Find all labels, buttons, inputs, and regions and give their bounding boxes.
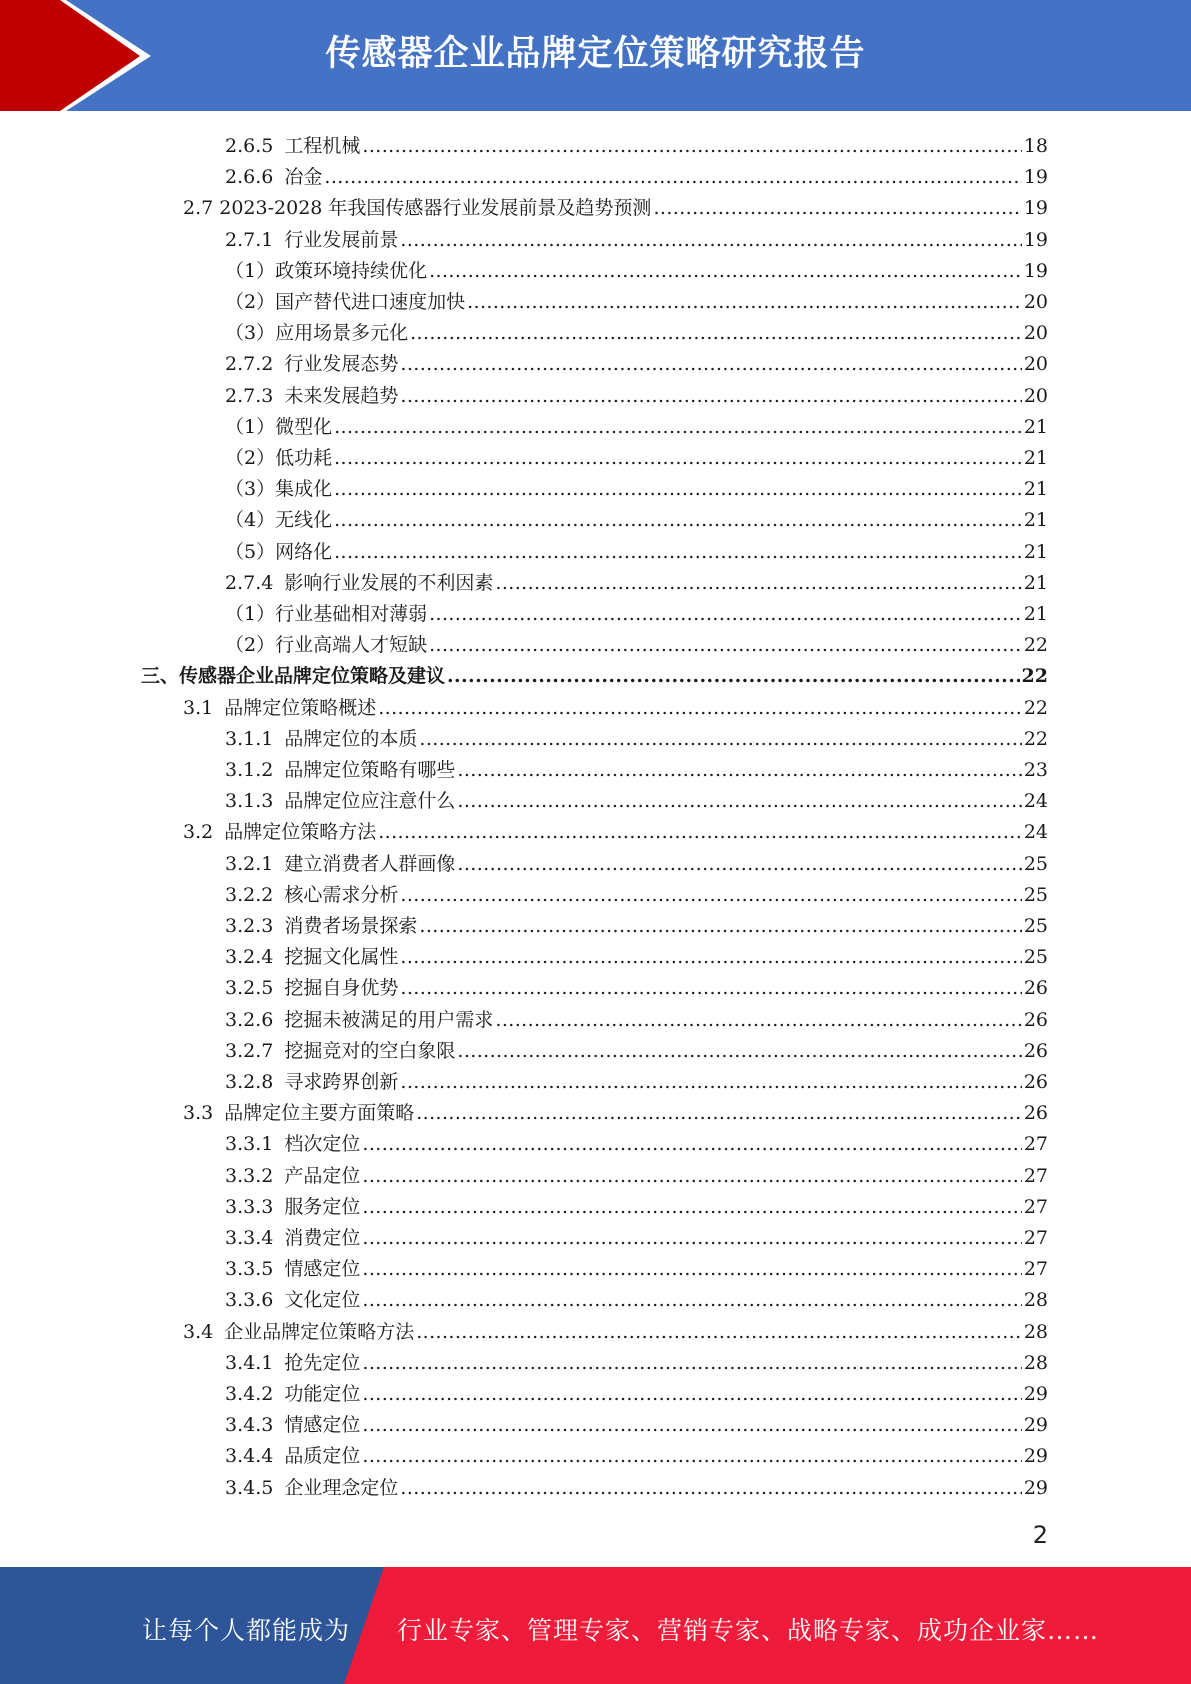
toc-entry-number: 3.4.1 [225, 1351, 274, 1374]
toc-entry-title: 抢先定位 [284, 1351, 361, 1374]
toc-entry-title: 品牌定位策略方法 [224, 821, 377, 844]
toc-entry[interactable] [225, 782, 1048, 813]
toc-entry-title: （1）政策环境持续优化 [225, 259, 428, 282]
toc-dot-leader [362, 134, 1021, 158]
toc-entry[interactable] [225, 969, 1048, 1000]
toc-entry[interactable] [225, 1188, 1048, 1219]
toc-entry[interactable] [225, 158, 1048, 189]
toc-entry[interactable] [225, 283, 1048, 314]
toc-entry-page: 26 [1023, 1039, 1048, 1062]
toc-entry-title: （4）无线化 [225, 509, 333, 532]
toc-entry-number: 3.2 [183, 821, 214, 844]
toc-dot-leader [429, 259, 1022, 283]
toc-entry-page: 21 [1023, 478, 1048, 501]
toc-entry-page: 25 [1023, 946, 1048, 969]
toc-entry-page: 24 [1023, 790, 1048, 813]
toc-entry-page: 28 [1023, 1320, 1048, 1343]
report-title: 传感器企业品牌定位策略研究报告 [325, 34, 866, 74]
toc-entry[interactable] [225, 1032, 1048, 1063]
footer-slogan-right: 行业专家、管理专家、营销专家、战略专家、成功企业家…… [397, 1616, 1100, 1645]
toc-entry[interactable] [225, 1281, 1048, 1312]
toc-entry-page: 29 [1023, 1414, 1048, 1437]
toc-entry-page: 18 [1023, 135, 1048, 157]
toc-entry-title: 品牌定位策略有哪些 [284, 759, 456, 781]
toc-entry[interactable] [225, 1125, 1048, 1156]
toc-entry-number: 2.6.5 [225, 135, 274, 157]
toc-entry-number: 2.6.6 [225, 166, 274, 189]
toc-entry[interactable] [225, 345, 1048, 376]
toc-entry-number: 3.2.7 [225, 1039, 274, 1062]
toc-entry-page: 28 [1023, 1289, 1048, 1312]
page-footer [0, 1567, 1191, 1684]
toc-dot-leader [410, 321, 1022, 345]
toc-entry-number: 3.4.4 [225, 1445, 274, 1468]
toc-entry-page: 25 [1023, 852, 1048, 875]
toc-dot-leader [457, 1039, 1021, 1063]
toc-entry-title: （1）微型化 [225, 415, 333, 438]
toc-entry[interactable] [225, 470, 1048, 501]
toc-entry[interactable] [225, 720, 1048, 751]
toc-entry[interactable] [183, 1094, 1048, 1125]
toc-entry-title: 影响行业发展的不利因素 [284, 571, 494, 594]
toc-dot-leader [334, 540, 1022, 564]
toc-entry-page: 29 [1023, 1476, 1048, 1499]
toc-entry-number: 3.3.4 [225, 1227, 274, 1249]
toc-dot-leader [400, 228, 1021, 252]
toc-entry-number: 3.4 [183, 1320, 214, 1343]
toc-entry-page: 26 [1023, 1008, 1048, 1031]
toc-entry-title: 挖掘自身优势 [284, 977, 399, 1000]
toc-dot-leader [416, 1101, 1022, 1125]
toc-entry-number: 3.2.1 [225, 852, 274, 875]
toc-entry-title: 情感定位 [284, 1258, 361, 1281]
toc-dot-leader [362, 1195, 1021, 1219]
toc-entry-number: 3.3.3 [225, 1195, 274, 1218]
toc-entry-number: 2.7.3 [225, 384, 274, 407]
toc-entry-page: 19 [1023, 228, 1048, 251]
toc-dot-leader [400, 945, 1021, 969]
toc-dot-leader [324, 165, 1021, 189]
toc-entry-page: 20 [1023, 291, 1048, 313]
toc-dot-leader [362, 1382, 1021, 1406]
toc-entry-title: （3）集成化 [225, 478, 333, 501]
toc-entry-title: 品质定位 [284, 1445, 361, 1468]
toc-entry-title: 2.7 2023-2028 年我国传感器行业发展前景及趋势预测 [183, 197, 652, 220]
toc-entry-title: 功能定位 [284, 1383, 361, 1405]
toc-entry-title: 品牌定位应注意什么 [284, 790, 456, 813]
toc-entry-title: 文化定位 [284, 1289, 361, 1312]
toc-dot-leader [429, 633, 1022, 657]
toc-entry-title: 消费定位 [284, 1227, 361, 1249]
toc-dot-leader [362, 1288, 1021, 1312]
toc-entry-page: 21 [1023, 540, 1048, 563]
toc-dot-leader [495, 1008, 1021, 1032]
toc-entry-number: 3.4.3 [225, 1414, 274, 1437]
toc-entry-page: 28 [1023, 1351, 1048, 1374]
toc-entry-number: 3.2.3 [225, 915, 274, 937]
toc-entry-page: 20 [1023, 353, 1048, 376]
toc-entry[interactable] [225, 1250, 1048, 1281]
toc-entry-title: 服务定位 [284, 1195, 361, 1218]
toc-entry[interactable] [225, 377, 1048, 408]
toc-entry-page: 21 [1023, 571, 1048, 594]
toc-entry-number: 3.2.2 [225, 883, 274, 906]
toc-entry-page: 27 [1023, 1227, 1048, 1249]
toc-entry-title: 企业品牌定位策略方法 [224, 1320, 415, 1343]
toc-entry-page: 24 [1023, 821, 1048, 844]
toc-entry-page: 22 [1021, 665, 1048, 688]
toc-entry[interactable] [225, 876, 1048, 907]
toc-entry[interactable] [225, 1406, 1048, 1437]
toc-entry-title: 冶金 [284, 166, 323, 189]
toc-entry-title: 核心需求分析 [284, 883, 399, 906]
toc-entry-page: 29 [1023, 1383, 1048, 1405]
toc-entry-title: 品牌定位的本质 [284, 727, 418, 750]
toc-entry-number: 3.2.6 [225, 1008, 274, 1031]
toc-entry-title: 寻求跨界创新 [284, 1071, 399, 1093]
toc-entry[interactable] [225, 564, 1048, 595]
toc-entry-number: 2.7.1 [225, 228, 274, 251]
toc-entry-number: 3.1.1 [225, 727, 274, 750]
toc-entry[interactable] [225, 1157, 1048, 1188]
toc-entry-number: 3.1.3 [225, 790, 274, 813]
toc-entry-page: 26 [1023, 1071, 1048, 1093]
toc-dot-leader [334, 508, 1022, 532]
toc-entry-page: 23 [1023, 759, 1048, 781]
toc-entry-page: 26 [1023, 1102, 1048, 1125]
toc-entry-page: 19 [1023, 166, 1048, 189]
toc-entry[interactable] [225, 938, 1048, 969]
toc-entry[interactable] [225, 595, 1048, 626]
toc-entry-title: （2）行业高端人才短缺 [225, 634, 428, 657]
toc-entry[interactable] [225, 252, 1048, 283]
toc-dot-leader [400, 1070, 1021, 1094]
toc-entry-title: （2）低功耗 [225, 447, 333, 469]
toc-dot-leader [362, 1164, 1021, 1188]
toc-dot-leader [362, 1257, 1021, 1281]
toc-entry-page: 19 [1023, 259, 1048, 282]
toc-dot-leader [378, 696, 1022, 720]
toc-dot-leader [334, 446, 1022, 470]
toc-entry-number: 3.2.4 [225, 946, 274, 969]
toc-dot-leader [400, 976, 1021, 1000]
toc-entry[interactable] [183, 189, 1048, 220]
toc-entry[interactable] [225, 845, 1048, 876]
toc-entry-title: （1）行业基础相对薄弱 [225, 603, 428, 625]
toc-entry[interactable] [225, 1001, 1048, 1032]
toc-entry-title: 行业发展态势 [284, 353, 399, 376]
toc-entry-page: 21 [1023, 509, 1048, 532]
toc-dot-leader [457, 852, 1021, 876]
toc-entry-title: 情感定位 [284, 1414, 361, 1437]
toc-entry-page: 20 [1023, 384, 1048, 407]
toc-entry[interactable] [225, 439, 1048, 470]
toc-entry-page: 25 [1023, 915, 1048, 937]
toc-entry[interactable] [225, 907, 1048, 938]
toc-entry[interactable] [225, 1344, 1048, 1375]
toc-entry-page: 27 [1023, 1133, 1048, 1156]
toc-entry-number: 3.2.8 [225, 1071, 274, 1093]
toc-entry-title: （3）应用场景多元化 [225, 322, 409, 345]
toc-dot-leader [457, 758, 1021, 782]
toc-entry-number: 3.1 [183, 696, 214, 719]
toc-entry-title: 行业发展前景 [284, 228, 399, 251]
toc-entry-title: 品牌定位策略概述 [224, 696, 377, 719]
toc-entry-page: 21 [1023, 415, 1048, 438]
toc-entry[interactable] [225, 1375, 1048, 1406]
toc-entry-page: 29 [1023, 1445, 1048, 1468]
toc-entry-title: 档次定位 [284, 1133, 361, 1156]
toc-dot-leader [362, 1226, 1021, 1250]
toc-dot-leader [400, 384, 1021, 408]
toc-entry[interactable] [225, 533, 1048, 564]
toc-entry-title: （5）网络化 [225, 540, 333, 563]
toc-entry-title: 挖掘未被满足的用户需求 [284, 1008, 494, 1031]
page-number: 2 [1032, 1521, 1048, 1549]
toc-entry-title: 三、传感器企业品牌定位策略及建议 [141, 665, 446, 688]
toc-entry-page: 22 [1023, 696, 1048, 719]
toc-dot-leader [447, 664, 1020, 688]
toc-dot-leader [419, 727, 1021, 751]
toc-entry-number: 2.7.2 [225, 353, 274, 376]
toc-entry[interactable] [225, 408, 1048, 439]
toc-entry[interactable] [225, 1219, 1048, 1250]
toc-dot-leader [362, 1413, 1021, 1437]
toc-dot-leader [429, 602, 1022, 626]
toc-entry[interactable] [225, 751, 1048, 782]
toc-entry[interactable] [225, 1437, 1048, 1468]
toc-dot-leader [362, 1444, 1021, 1468]
toc-entry-number: 3.3.2 [225, 1164, 274, 1187]
toc-dot-leader [419, 914, 1021, 938]
toc-entry-page: 27 [1023, 1195, 1048, 1218]
toc-dot-leader [416, 1320, 1022, 1344]
toc-entry[interactable] [225, 501, 1048, 532]
toc-dot-leader [362, 1351, 1021, 1375]
toc-entry-number: 3.3 [183, 1102, 214, 1125]
toc-entry-number: 3.3.5 [225, 1258, 274, 1281]
toc-entry-title: （2）国产替代进口速度加快 [225, 291, 466, 313]
toc-entry-page: 21 [1023, 603, 1048, 625]
toc-dot-leader [457, 789, 1021, 813]
toc-dot-leader [362, 1132, 1021, 1156]
toc-entry[interactable] [141, 657, 1048, 688]
toc-entry-title: 未来发展趋势 [284, 384, 399, 407]
toc-entry-page: 20 [1023, 322, 1048, 345]
toc-dot-leader [400, 352, 1021, 376]
toc-entry-number: 3.4.5 [225, 1476, 274, 1499]
toc-entry-number: 3.3.6 [225, 1289, 274, 1312]
toc-entry[interactable] [225, 127, 1048, 158]
toc-entry[interactable] [225, 314, 1048, 345]
toc-dot-leader [400, 883, 1021, 907]
toc-entry[interactable] [183, 813, 1048, 844]
toc-dot-leader [334, 415, 1022, 439]
toc-entry-title: 挖掘文化属性 [284, 946, 399, 969]
toc-entry-page: 22 [1023, 634, 1048, 657]
toc-entry-number: 3.1.2 [225, 759, 274, 781]
toc-entry-page: 22 [1023, 727, 1048, 750]
toc-entry[interactable] [225, 626, 1048, 657]
toc-entry-title: 工程机械 [284, 135, 361, 157]
footer-slogan-left: 让每个人都能成为 [142, 1616, 351, 1645]
toc-entry-page: 25 [1023, 883, 1048, 906]
toc-entry-page: 27 [1023, 1164, 1048, 1187]
toc-entry-page: 26 [1023, 977, 1048, 1000]
toc-dot-leader [400, 1476, 1021, 1500]
toc-entry-number: 3.4.2 [225, 1383, 274, 1405]
toc-entry-title: 产品定位 [284, 1164, 361, 1187]
page-header [0, 0, 1191, 111]
toc-entry-number: 3.3.1 [225, 1133, 274, 1156]
toc-entry[interactable] [225, 1469, 1048, 1500]
toc-entry-page: 21 [1023, 447, 1048, 469]
toc-entry-number: 2.7.4 [225, 571, 274, 594]
toc-entry[interactable] [225, 1063, 1048, 1094]
toc-dot-leader [378, 820, 1022, 844]
toc-entry[interactable] [183, 689, 1048, 720]
toc-entry-title: 品牌定位主要方面策略 [224, 1102, 415, 1125]
toc-entry-title: 消费者场景探索 [284, 915, 418, 937]
toc-entry-title: 企业理念定位 [284, 1476, 399, 1499]
toc-entry-page: 19 [1023, 197, 1048, 220]
toc-dot-leader [467, 290, 1022, 314]
toc-entry-number: 3.2.5 [225, 977, 274, 1000]
toc-entry-title: 建立消费者人群画像 [284, 852, 456, 875]
toc-entry-page: 27 [1023, 1258, 1048, 1281]
toc-dot-leader [334, 477, 1022, 501]
toc-entry[interactable] [183, 1313, 1048, 1344]
toc-entry[interactable] [225, 221, 1048, 252]
toc-entry-title: 挖掘竞对的空白象限 [284, 1039, 456, 1062]
toc-dot-leader [653, 196, 1021, 220]
toc-dot-leader [495, 571, 1021, 595]
